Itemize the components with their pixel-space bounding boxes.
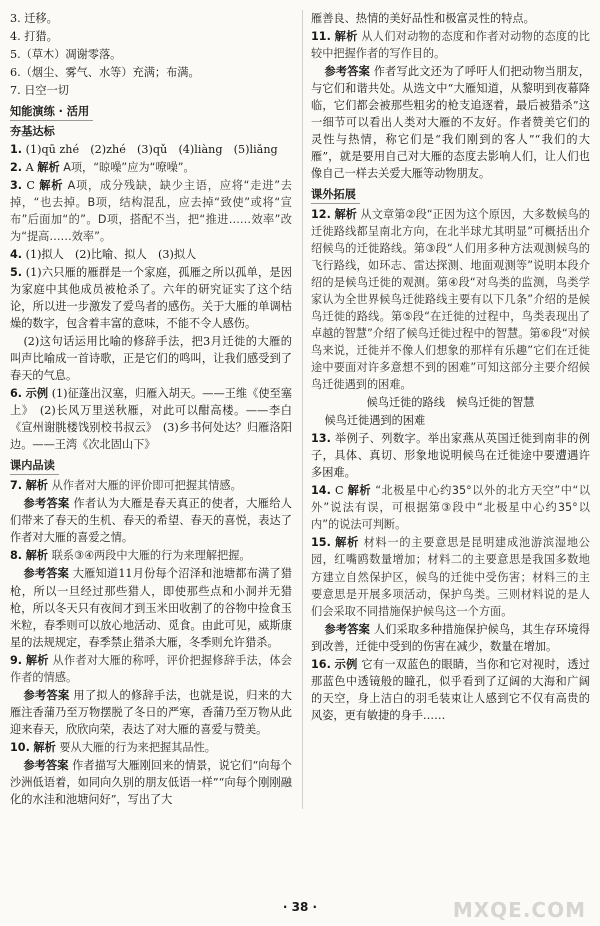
list-item: 5.（草木）凋谢零落。: [10, 48, 122, 62]
answer-text: (1)拟人 (2)比喻、拟人 (3)拟人: [25, 248, 197, 262]
reference-answer: [10, 687, 292, 738]
reference-answer: [311, 63, 590, 182]
answer-choice: C: [26, 179, 35, 193]
question-number: 11.: [311, 30, 331, 44]
reference-answer-label: 参考答案: [324, 622, 370, 636]
reference-answer-text: 大雁知道11月份每个沼泽和池塘都布满了猎枪，所以一旦经过那些猎人，即使那些点和小洞并无猎枪，所以冬天只有夜间才到玉米田收割了的谷物中捡食玉米粒，春季则可以放心地活动、觅食。由此可见，威斯康星的法规规定，春季禁止猎杀大雁，冬季则允许猎杀。: [10, 567, 292, 649]
explanation-text: 从人们对动物的态度和作者对动物的态度的比较中把握作者的写作目的。: [311, 30, 590, 61]
example-label: 示例: [334, 657, 358, 671]
question-3: [10, 177, 292, 245]
question-8: [10, 547, 292, 564]
question-number: 10.: [10, 740, 30, 754]
reference-answer-text: 用了拟人的修辞手法，也就是说，归来的大雁注香蒲乃至万物摆脱了冬日的严寒，香蒲乃至万物从此迎来春天，欣欣向荣，表达了对大雁的喜爱与赞美。: [10, 688, 292, 736]
explanation-text: A项，成分残缺，缺少主语，应将“走进”去掉，“也去掉。B项，结构混乱，应去掉“致使”或将“宣布”后面加“的”。D项，搭配不当，把“推进……效率”改为“提高……效率”。: [10, 179, 292, 244]
explanation-text: 从作者对大雁的称呼，评价把握修辞手法，体会作者的情感。: [10, 653, 292, 684]
explanation-label: 解析: [335, 536, 360, 550]
reference-answer-label: 参考答案: [23, 497, 70, 511]
answer-text: (1)qū zhé (2)zhé (3)qǔ (4)liàng (5)liǎng: [25, 143, 278, 157]
question-1: [10, 141, 292, 158]
explanation-label: 解析: [25, 479, 48, 493]
question-number: 9.: [10, 653, 23, 667]
explanation-label: 解析: [39, 179, 64, 193]
reference-answer-label: 参考答案: [23, 688, 70, 702]
answer-choice: C: [334, 484, 344, 498]
reference-answer-label: 参考答案: [23, 758, 69, 772]
explanation-label: 解析: [25, 653, 49, 667]
explanation-label: 解析: [25, 549, 48, 563]
question-11: [311, 28, 590, 62]
answer-text: 它有一双蓝色的眼睛，当你和它对视时，透过那蓝色中透镜般的瞳孔，似乎看到了辽阔的大海和广阔的天空，身上洁白的羽毛装束让人感到它不仅有高贵的风姿，更有敏捷的身手……: [311, 657, 590, 722]
section-heading: 课外拓展: [311, 186, 360, 204]
explanation-label: 解析: [334, 208, 357, 222]
question-number: 5.: [10, 266, 23, 280]
answer-choice: A: [25, 161, 34, 175]
question-15: [311, 534, 590, 619]
reference-answer: [10, 757, 292, 808]
page-number: · 38 ·: [282, 900, 318, 914]
question-number: 2.: [10, 161, 23, 175]
question-number: 1.: [10, 143, 23, 157]
question-13: [311, 430, 590, 481]
explanation-text: 联系③④两段中大雁的行为来理解把握。: [51, 549, 251, 563]
explanation-label: 解析: [347, 484, 372, 498]
reference-answer-text: 作者描写大雁刚回来的情景，说它们“向每个沙洲低语着，如同向久别的朋友低语一样”“向每个刚刚融化的水洼和池塘问好”，写出了大: [10, 758, 292, 806]
question-5: [10, 264, 292, 332]
example-label: 示例: [25, 387, 49, 401]
explanation-text: 材料一的主要意思是昆明建成池游滨湿地公园，红嘴鸥数量增加；材料二的主要意思是我国多数地方建立自然保护区，候鸟的迁徙中受伤害；材料三的主要意思是开展多项活动，保护鸟类。三则材料说的是人们会采取不同措施保护候鸟这一个方面。: [311, 536, 590, 618]
question-12: [311, 206, 590, 393]
explanation-label: 解析: [33, 740, 56, 754]
question-number: 8.: [10, 549, 23, 563]
list-item: 4. 打猎。: [10, 30, 58, 44]
reference-answer: [10, 495, 292, 546]
list-item: 3. 迁移。: [10, 12, 58, 25]
answer-text: (1)六只雁的雁群是一个家庭，孤雁之所以孤单，是因为家庭中其他成员被枪杀了。六年的研究证实了这个结论，所以进一步激发了爱鸟者的感伤。关于大雁的单调枯燥的数字，包含着丰富的意味，不能不令人感伤。: [10, 266, 292, 331]
reference-answer-label: 参考答案: [324, 65, 370, 79]
reference-answer: [311, 621, 590, 655]
question-10: [10, 739, 292, 756]
question-number: 7.: [10, 479, 23, 493]
question-14: [311, 482, 590, 533]
two-column-layout: [10, 10, 590, 809]
reference-answer-text: 作者写此文还为了呼吁人们把动物当朋友，与它们和谐共处。从选文中“大雁知道，从黎明到夜幕降临，它们都会被那些粗劣的枪支追逐着，最后被猎杀”这一细节可以看出人类对大雁的不友好。作者赞美它们的灵性与热情，称它们是“我们刚到的客人”“我们的大雁”，就是要用自己对大雁的态度去影响人们，让人们也像自己一样去关爱大雁等动物朋友。: [311, 65, 590, 181]
reference-answer-text: 雁善良、热情的美好品性和极富灵性的特点。: [311, 12, 535, 25]
right-column: [302, 10, 590, 809]
explanation-label: 解析: [37, 161, 60, 175]
explanation-text: A项，“晾噪”应为“嘹噪”。: [63, 161, 195, 175]
question-number: 6.: [10, 387, 23, 401]
list-item: 7. 日空一切: [10, 84, 69, 98]
explanation-label: 解析: [334, 30, 358, 44]
reference-answer-label: 参考答案: [23, 567, 69, 581]
watermark: MXQE.COM: [452, 898, 586, 922]
question-number: 16.: [311, 657, 331, 671]
question-6: [10, 385, 292, 453]
question-number: 15.: [311, 536, 331, 550]
subsection-heading: 夯基达标: [10, 125, 55, 139]
question-2: [10, 159, 292, 176]
explanation-text: “北极星中心约35°以外的北方天空”中“以外”说法有误，可根据第③段中“北极星中心约35°以内”的说法可判断。: [311, 484, 591, 532]
section-heading: 课内品读: [10, 457, 59, 475]
question-9: [10, 652, 292, 686]
question-7: [10, 477, 292, 494]
answer-text: (2)这句话运用比喻的修辞手法，把3月迁徙的大雁的叫声比喻成一首诗歌，正是它们的鸣叫，让我们感受到了春天的气息。: [10, 335, 292, 383]
explanation-text: 要从大雁的行为来把握其品性。: [59, 740, 216, 754]
question-number: 13.: [311, 432, 331, 446]
reference-answer: [10, 565, 292, 650]
answer-text: 举例子、列数字。举出家燕从英国迁徙到南非的例子，具体、真切、形象地说明候鸟在迁徙途中要遭遇许多困难。: [311, 432, 590, 480]
question-4: [10, 246, 292, 263]
explanation-text: 从文章第②段“正因为这个原因，大多数候鸟的迁徙路线都呈南北方向，在北半球尤其明显”可概括出介绍候鸟的迁徙路线。第③段“人们用多种方法观测候鸟的飞行路线，如环志、雷达探测、地面观测等”说明本段介绍的是候鸟迁徙的观测。第④段“对鸟类的监测，鸟类学家认为全世界候鸟迁徙路线主要有以下几条”介绍的是候鸟迁徙的路线。第⑤段“在迁徙的过程中，鸟类表现出了卓越的智慧”介绍了候鸟迁徙过程中的智慧。第⑥段“对候鸟来说，迁徙并不像人们想象的那样有乐趣”它们在迁徙途中要面对许多意想不到的困难”可知这部分主要介绍候鸟迁徙遇到的困难。: [311, 208, 590, 392]
answer-text: (1)征蓬出汉塞，归雁入胡天。——王维《使至塞上》 (2)长风万里送秋雁，对此可以酣高楼。——李白《宣州谢朓楼饯别校书叔云》 (3)乡书何处达？归雁洛阳边。——王湾《次北固山下》: [10, 387, 292, 452]
explanation-text: 从作者对大雁的评价即可把握其情感。: [51, 479, 242, 493]
answer-text: 候鸟迁徙遇到的困难: [324, 414, 426, 428]
question-number: 3.: [10, 179, 23, 193]
question-number: 12.: [311, 208, 331, 222]
left-column: [10, 10, 292, 809]
question-number: 14.: [311, 484, 331, 498]
list-item: 6.（烟尘、雾气、水等）充满；布满。: [10, 66, 200, 80]
reference-answer-text: 人们采取多种措施保护候鸟，其生存环境得到改善，迁徙中受到的伤害在减少，数量在增加。: [311, 622, 590, 653]
question-number: 4.: [10, 248, 23, 262]
section-heading: 知能演练 · 活用: [10, 103, 93, 121]
reference-answer-text: 作者认为大雁是春天真正的使者，大雁给人们带来了春天的生机、春天的希望、春天的喜悦，表达了作者对大雁的喜爱之情。: [10, 497, 292, 545]
question-16: [311, 656, 590, 724]
answer-text: 候鸟迁徙的路线 候鸟迁徙的智慧: [366, 396, 535, 410]
